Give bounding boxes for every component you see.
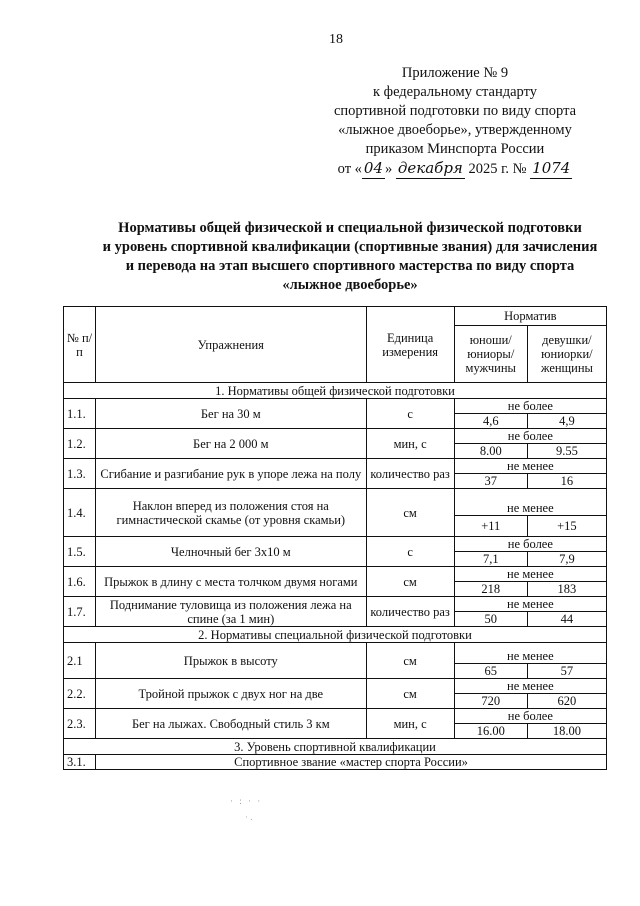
table-row (64, 755, 607, 770)
table-row (64, 459, 607, 474)
row-female-value: 183 (527, 582, 606, 597)
scan-artifact: · . (245, 812, 253, 822)
row-num: 3.1. (64, 755, 96, 770)
table-row (64, 567, 607, 582)
row-unit: см (366, 489, 454, 537)
table-row (64, 399, 607, 414)
date-mid: » (385, 161, 393, 177)
row-female-value: 9.55 (527, 444, 606, 459)
row-num: 1.7. (64, 597, 96, 627)
row-female-value: +15 (527, 516, 606, 537)
row-condition: не менее (454, 679, 606, 694)
header-unit: Единица измерения (366, 307, 454, 383)
table-row (64, 537, 607, 552)
row-exercise: Поднимание туловища из положения лежа на спине (за 1 мин) (96, 597, 366, 627)
appendix-line: к федеральному стандарту (373, 84, 537, 100)
section-row (64, 739, 607, 755)
row-unit: мин, с (366, 429, 454, 459)
section-title: 1. Нормативы общей физической подготовки (64, 383, 607, 399)
row-female-value: 7,9 (527, 552, 606, 567)
date-year: 2025 г. № (468, 161, 527, 177)
row-num: 1.6. (64, 567, 96, 597)
row-text: Спортивное звание «мастер спорта России» (96, 755, 607, 770)
table-row (64, 643, 607, 664)
row-unit: с (366, 399, 454, 429)
table-row (64, 597, 607, 612)
row-exercise: Прыжок в длину с места толчком двумя ногами (96, 567, 366, 597)
row-exercise: Бег на 30 м (96, 399, 366, 429)
row-male-value: 37 (454, 474, 527, 489)
row-male-value: 65 (454, 664, 527, 679)
row-exercise: Челночный бег 3х10 м (96, 537, 366, 567)
row-num: 1.3. (64, 459, 96, 489)
header-num: № п/п (64, 307, 96, 383)
row-unit: см (366, 643, 454, 679)
appendix-date-line (310, 159, 600, 179)
row-condition: не менее (454, 643, 606, 664)
row-condition: не менее (454, 489, 606, 516)
row-condition: не более (454, 537, 606, 552)
row-female-value: 4,9 (527, 414, 606, 429)
row-exercise: Бег на 2 000 м (96, 429, 366, 459)
row-num: 1.2. (64, 429, 96, 459)
row-num: 2.3. (64, 709, 96, 739)
norms-table-body (64, 307, 607, 770)
handwritten-order-number: 1074 (532, 159, 571, 177)
row-unit: с (366, 537, 454, 567)
row-num: 1.1. (64, 399, 96, 429)
row-male-value: +11 (454, 516, 527, 537)
row-condition: не более (454, 399, 606, 414)
row-exercise: Сгибание и разгибание рук в упоре лежа на полу (96, 459, 366, 489)
handwritten-day: 04 (363, 159, 384, 177)
document-title (60, 219, 640, 295)
row-male-value: 720 (454, 694, 527, 709)
row-condition: не менее (454, 459, 606, 474)
row-unit: количество раз (366, 459, 454, 489)
table-row (64, 429, 607, 444)
scan-artifact: · : · · (230, 796, 263, 806)
section-row (64, 627, 607, 643)
row-male-value: 50 (454, 612, 527, 627)
title-line: «лыжное двоеборье» (282, 277, 418, 293)
row-num: 1.5. (64, 537, 96, 567)
row-unit: количество раз (366, 597, 454, 627)
row-female-value: 44 (527, 612, 606, 627)
row-exercise: Бег на лыжах. Свободный стиль 3 км (96, 709, 366, 739)
header-norm: Норматив (454, 307, 606, 326)
appendix-line: Приложение № 9 (401, 65, 509, 81)
row-male-value: 8.00 (454, 444, 527, 459)
row-male-value: 218 (454, 582, 527, 597)
title-line: и перевода на этап высшего спортивного мастерства по виду спорта (125, 258, 575, 274)
row-female-value: 18.00 (527, 724, 606, 739)
row-num: 2.1 (64, 643, 96, 679)
row-male-value: 4,6 (454, 414, 527, 429)
row-female-value: 57 (527, 664, 606, 679)
row-male-value: 7,1 (454, 552, 527, 567)
section-title: 2. Нормативы специальной физической подготовки (64, 627, 607, 643)
section-row (64, 383, 607, 399)
page-number: 18 (329, 32, 343, 47)
row-condition: не более (454, 709, 606, 724)
row-female-value: 16 (527, 474, 606, 489)
row-exercise: Наклон вперед из положения стоя на гимнастической скамье (от уровня скамьи) (96, 489, 366, 537)
table-row (64, 709, 607, 724)
date-prefix: от « (337, 161, 362, 177)
row-num: 1.4. (64, 489, 96, 537)
row-unit: см (366, 567, 454, 597)
row-condition: не менее (454, 597, 606, 612)
row-male-value: 16.00 (454, 724, 527, 739)
row-female-value: 620 (527, 694, 606, 709)
row-condition: не более (454, 429, 606, 444)
row-unit: мин, с (366, 709, 454, 739)
norms-table (63, 306, 607, 770)
table-row (64, 679, 607, 694)
appendix-header (310, 64, 600, 179)
header-female: девушки/ юниорки/ женщины (527, 326, 606, 383)
header-exercise: Упражнения (96, 307, 366, 383)
appendix-line: спортивной подготовки по виду спорта (333, 103, 577, 119)
handwritten-month: декабря (397, 159, 463, 177)
title-line: и уровень спортивной квалификации (спортивные звания) для зачисления (102, 239, 598, 255)
appendix-line: приказом Минспорта России (365, 141, 545, 157)
row-exercise: Тройной прыжок с двух ног на две (96, 679, 366, 709)
section-title: 3. Уровень спортивной квалификации (64, 739, 607, 755)
row-num: 2.2. (64, 679, 96, 709)
appendix-line: «лыжное двоеборье», утвержденному (338, 122, 572, 138)
row-condition: не менее (454, 567, 606, 582)
table-row (64, 489, 607, 516)
title-line: Нормативы общей физической и специальной физической подготовки (118, 220, 582, 236)
row-unit: см (366, 679, 454, 709)
row-exercise: Прыжок в высоту (96, 643, 366, 679)
header-male: юноши/ юниоры/ мужчины (454, 326, 527, 383)
